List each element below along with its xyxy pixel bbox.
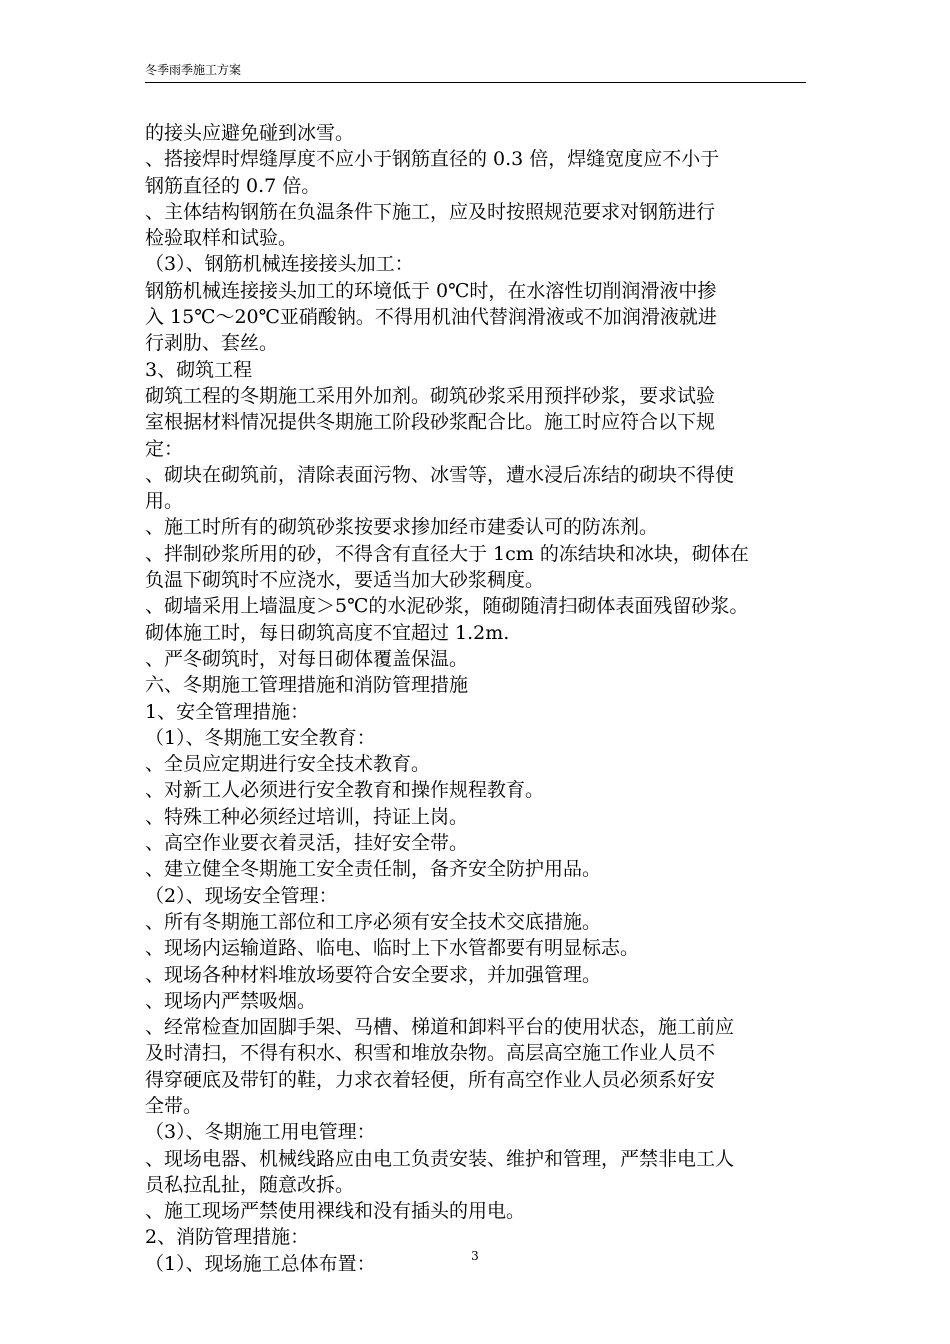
header-title: 冬季雨季施工方案 [145,63,242,77]
page-footer [0,1248,950,1264]
text-line: 、特殊工种必须经过培训，持证上岗。 [145,805,469,828]
text-line: 定： [145,437,184,460]
text-line: 、现场电器、机械线路应由电工负责安装、维护和管理，严禁非电工人 [145,1147,735,1170]
text-line: 负温下砌筑时不应浇水，要适当加大砂浆稠度。 [145,569,545,592]
document-body [145,120,815,1277]
text-line: 砌筑工程的冬期施工采用外加剂。砌筑砂浆采用预拌砂浆，要求试验 [145,384,716,407]
text-line: 及时清扫，不得有积水、积雪和堆放杂物。高层高空施工作业人员不 [145,1042,716,1065]
text-line: 3、砌筑工程 [145,358,253,381]
text-line: 1、安全管理措施： [145,700,310,723]
text-line: 、高空作业要衣着灵活，挂好安全带。 [145,832,469,855]
text-line: 、现场各种材料堆放场要符合安全要求，并加强管理。 [145,963,602,986]
text-line: 钢筋直径的 0.7 倍。 [145,174,321,197]
text-line: 、现场内严禁吸烟。 [145,989,317,1012]
text-line: 、对新工人必须进行安全教育和操作规程教育。 [145,779,545,802]
text-line: （2）、现场安全管理： [145,884,338,907]
text-line: （1）、现场施工总体布置： [145,1252,376,1275]
text-line: （1）、冬期施工安全教育： [145,726,376,749]
text-line: 全带。 [145,1094,203,1117]
text-line: 六、冬期施工管理措施和消防管理措施 [145,674,469,697]
text-line: 行剥肋、套丝。 [145,332,279,355]
text-line: 2、消防管理措施： [145,1226,310,1249]
text-line: 、建立健全冬期施工安全责任制，备齐安全防护用品。 [145,858,602,881]
text-line: 、拌制砂浆所用的砂，不得含有直径大于 1cm 的冻结块和冰块，砌体在 [145,542,749,565]
page-number: 3 [471,1249,479,1263]
text-line: 、经常检查加固脚手架、马槽、梯道和卸料平台的使用状态，施工前应 [145,1016,735,1039]
text-line: 、现场内运输道路、临电、临时上下水管都要有明显标志。 [145,937,640,960]
text-line: 、严冬砌筑时，对每日砌体覆盖保温。 [145,647,469,670]
text-line: 、砌块在砌筑前，清除表面污物、冰雪等，遭水浸后冻结的砌块不得使 [145,463,735,486]
text-line: 室根据材料情况提供冬期施工阶段砂浆配合比。施工时应符合以下规 [145,411,716,434]
text-line: 检验取样和试验。 [145,227,298,250]
text-line: 员私拉乱扯，随意改拆。 [145,1173,355,1196]
text-line: 钢筋机械连接接头加工的环境低于 0℃时，在水溶性切削润滑液中掺 [145,279,717,302]
text-line: 、砌墙采用上墙温度＞5℃的水泥砂浆，随砌随清扫砌体表面残留砂浆。 [145,595,749,618]
text-line: 、施工时所有的砌筑砂浆按要求掺加经市建委认可的防冻剂。 [145,516,659,539]
text-line: 、主体结构钢筋在负温条件下施工，应及时按照规范要求对钢筋进行 [145,200,716,223]
text-line: 用。 [145,490,184,513]
text-line: 、搭接焊时焊缝厚度不应小于钢筋直径的 0.3 倍，焊缝宽度应不小于 [145,148,720,171]
text-line: 得穿硬底及带钉的鞋，力求衣着轻便，所有高空作业人员必须系好安 [145,1068,716,1091]
text-line: 、施工现场严禁使用裸线和没有插头的用电。 [145,1200,526,1223]
text-line: 砌体施工时，每日砌筑高度不宜超过 1.2m. [145,621,510,644]
text-line: （3）、冬期施工用电管理： [145,1121,376,1144]
text-line: 、全员应定期进行安全技术教育。 [145,753,431,776]
text-line: 、所有冬期施工部位和工序必须有安全技术交底措施。 [145,910,602,933]
text-line: （3）、钢筋机械连接接头加工： [145,253,414,276]
text-line: 的接头应避免碰到冰雪。 [145,122,355,144]
text-line: 入 15℃～20℃亚硝酸钠。不得用机油代替润滑液或不加润滑液就进 [145,306,717,329]
running-header [145,62,806,83]
